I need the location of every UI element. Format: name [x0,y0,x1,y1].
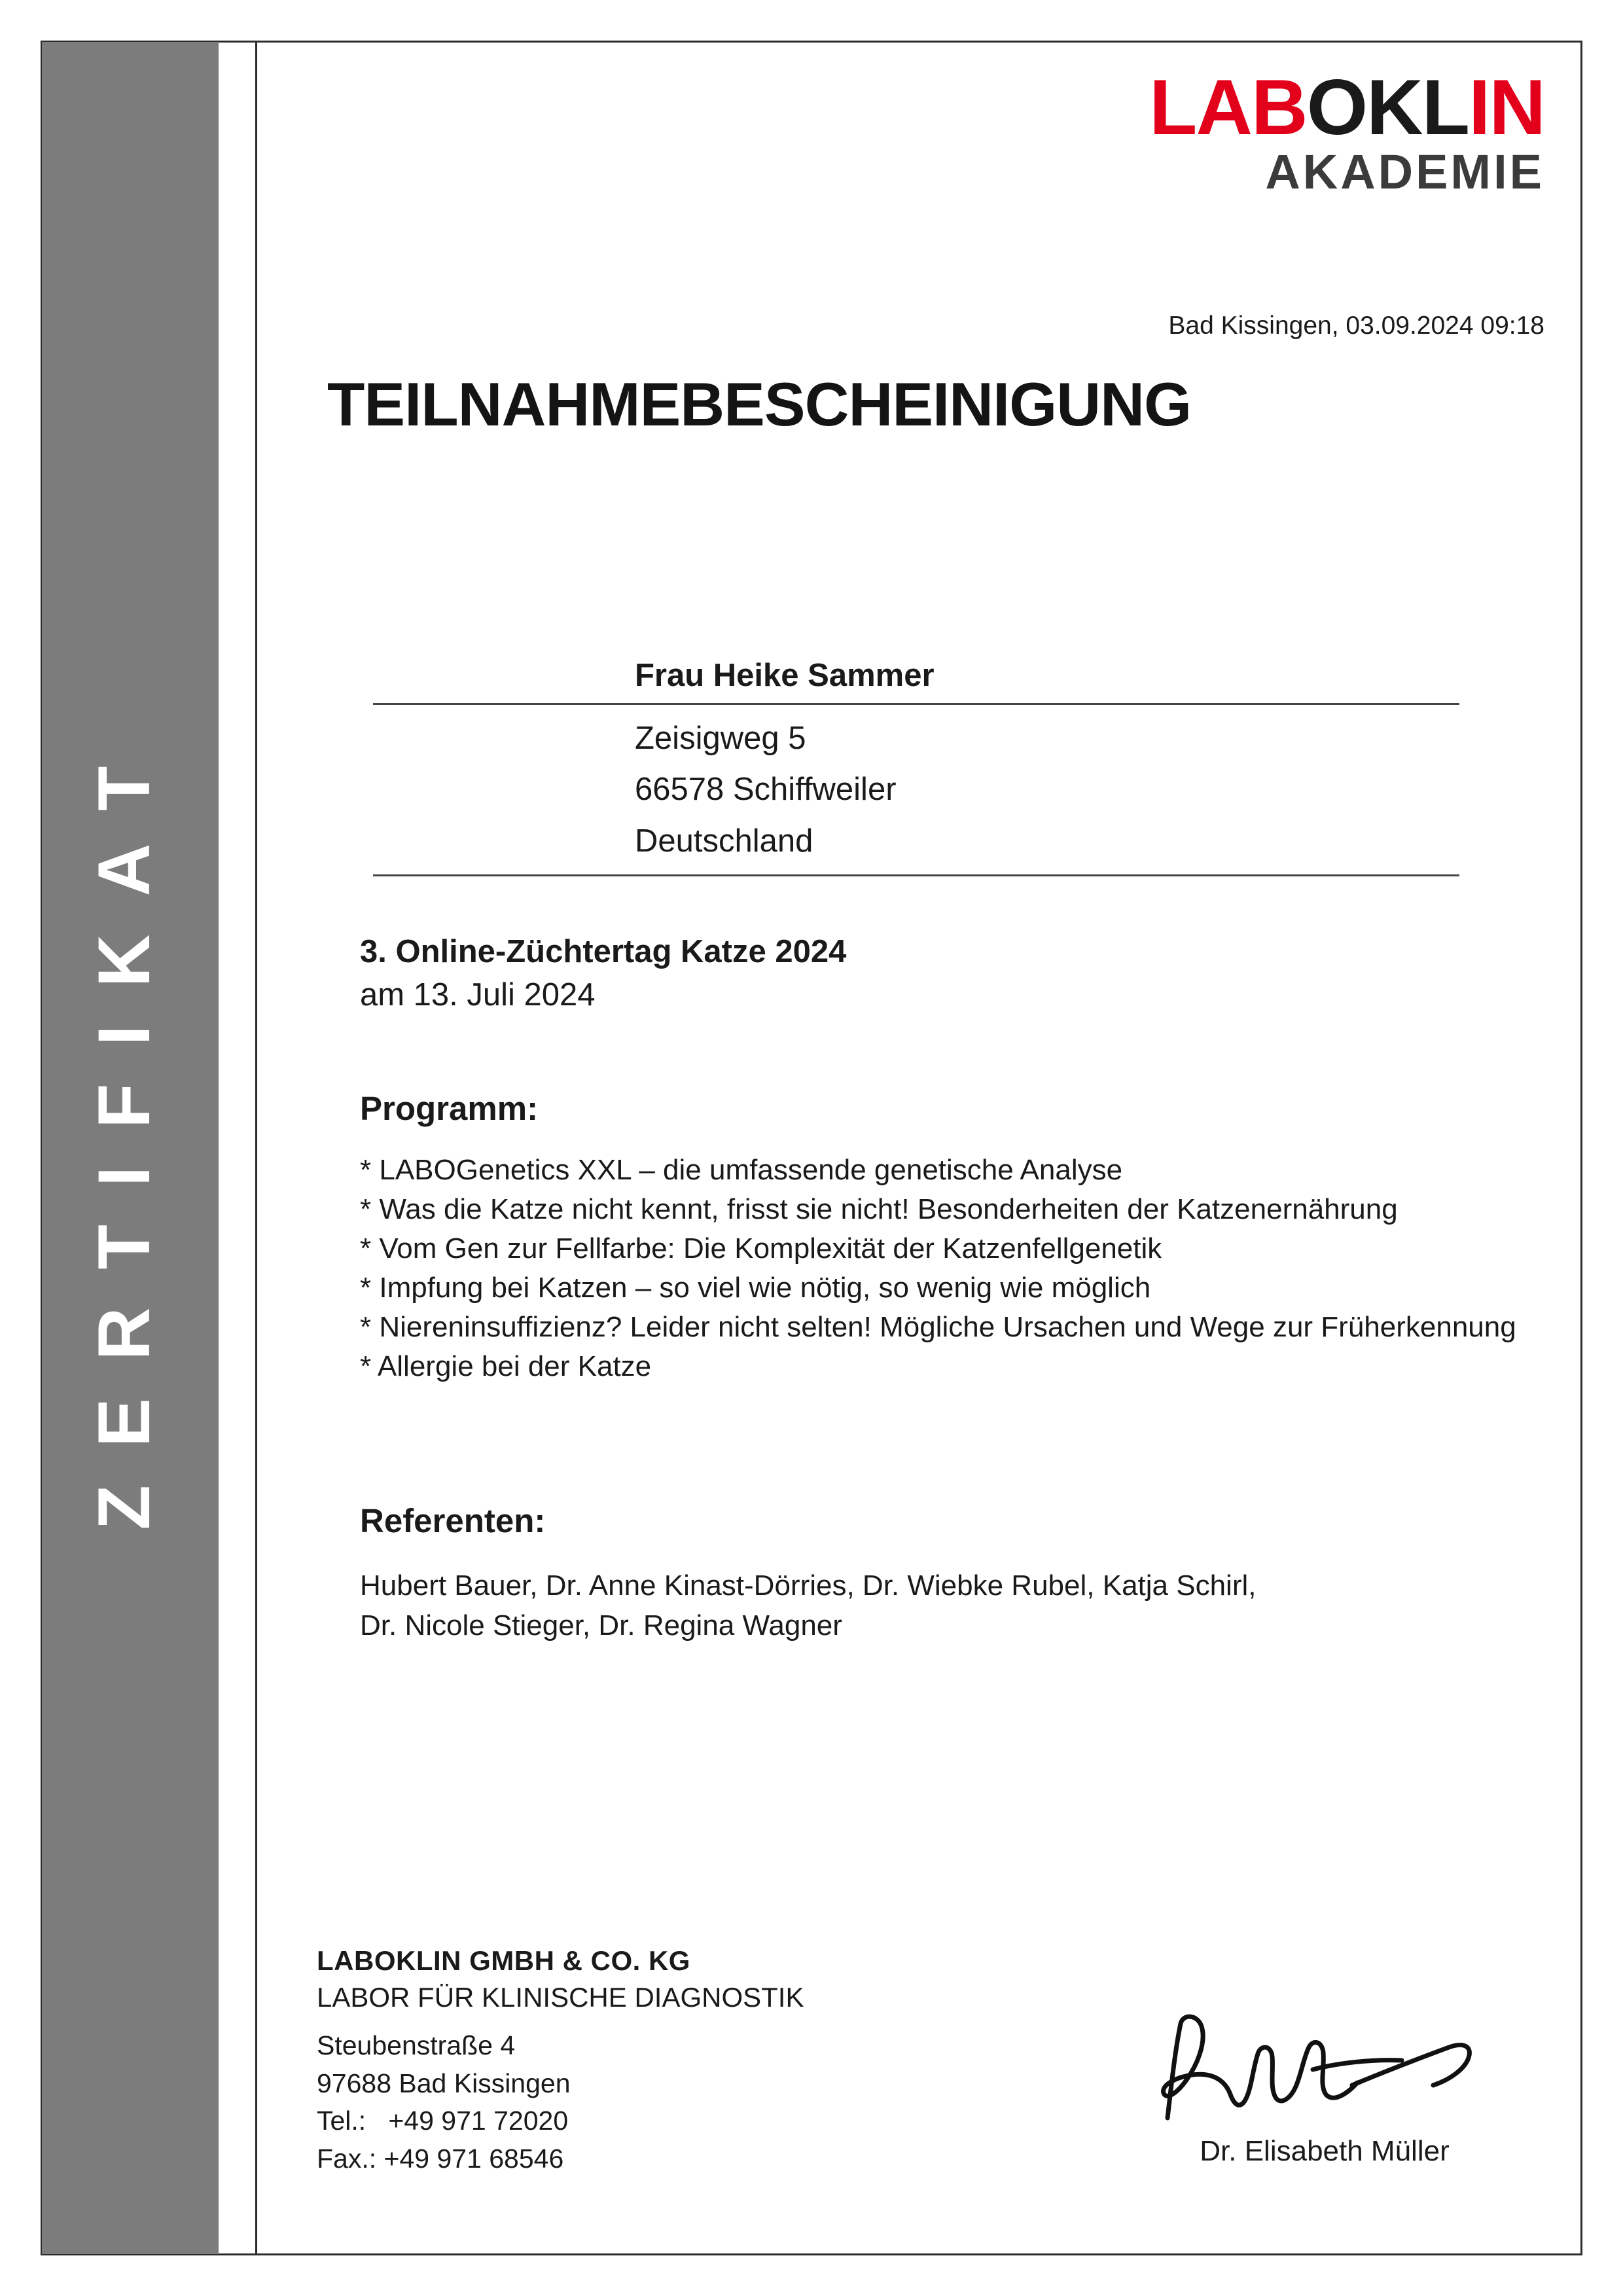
recipient-block [373,657,1459,876]
event-date: am 13. Juli 2024 [360,977,596,1013]
program-heading: Programm: [360,1090,539,1127]
sidebar-label: ZERTIFIKAT [82,728,165,1530]
footer-block [317,1943,1547,2231]
program-item: * LABOGenetics XXL – die umfassende genetische Analyse [360,1154,1123,1186]
program-list [360,1151,1558,1386]
footer-street: Steubenstraße 4 [317,2030,516,2061]
program-item: * Niereninsuffizienz? Leider nicht selten! Mögliche Ursachen und Wege zur Früherkennung [360,1311,1516,1344]
program-item: * Impfung bei Katzen – so viel wie nötig, so wenig wie möglich [360,1272,1151,1304]
recipient-rule-bottom [373,874,1459,876]
logo-part-lab: LAB [1149,63,1307,151]
recipient-address [373,705,1459,874]
recipient-name: Frau Heike Sammer [635,658,935,693]
sidebar-band [42,42,219,2254]
footer-subtitle: LABOR FÜR KLINISCHE DIAGNOSTIK [317,1982,804,2013]
program-item: * Was die Katze nicht kennt, frisst sie nicht! Besonderheiten der Katzenernährung [360,1193,1398,1226]
speakers-line-2: Dr. Nicole Stieger, Dr. Regina Wagner [360,1609,842,1641]
signature-block [1115,2007,1534,2168]
program-item: * Allergie bei der Katze [360,1350,652,1383]
footer-company: LABOKLIN GMBH & CO. KG [317,1945,690,1976]
laboklin-logo [955,63,1544,199]
event-block [360,932,1538,1018]
speakers-heading: Referenten: [360,1502,546,1539]
recipient-country: Deutschland [635,823,813,859]
page-title: TEILNAHMEBESCHEINIGUNG [327,370,1192,439]
signature-name: Dr. Elisabeth Müller [1200,2135,1450,2167]
speakers-block [360,1501,1558,1645]
footer-city: 97688 Bad Kissingen [317,2068,571,2098]
speakers-line-1: Hubert Bauer, Dr. Anne Kinast-Dörries, Dr. Wiebke Rubel, Katja Schirl, [360,1570,1257,1602]
program-block [360,1089,1558,1387]
event-title: 3. Online-Züchtertag Katze 2024 [360,934,847,969]
logo-part-okl: OKL [1306,63,1469,151]
logo-wordmark [955,63,1544,151]
footer-fax: Fax.: +49 971 68546 [317,2143,564,2174]
logo-subtitle: AKADEMIE [1265,145,1544,199]
recipient-street: Zeisigweg 5 [635,721,806,756]
inner-vertical-rule [255,42,257,2254]
content-column [288,42,1571,2254]
program-item: * Vom Gen zur Fellfarbe: Die Komplexität der Katzenfellgenetik [360,1232,1162,1265]
footer-phone: Tel.: +49 971 72020 [317,2106,569,2136]
signature-icon [1141,2007,1508,2131]
logo-part-in: IN [1469,63,1544,151]
place-date: Bad Kissingen, 03.09.2024 09:18 [1168,312,1544,340]
recipient-city: 66578 Schiffweiler [635,772,897,808]
